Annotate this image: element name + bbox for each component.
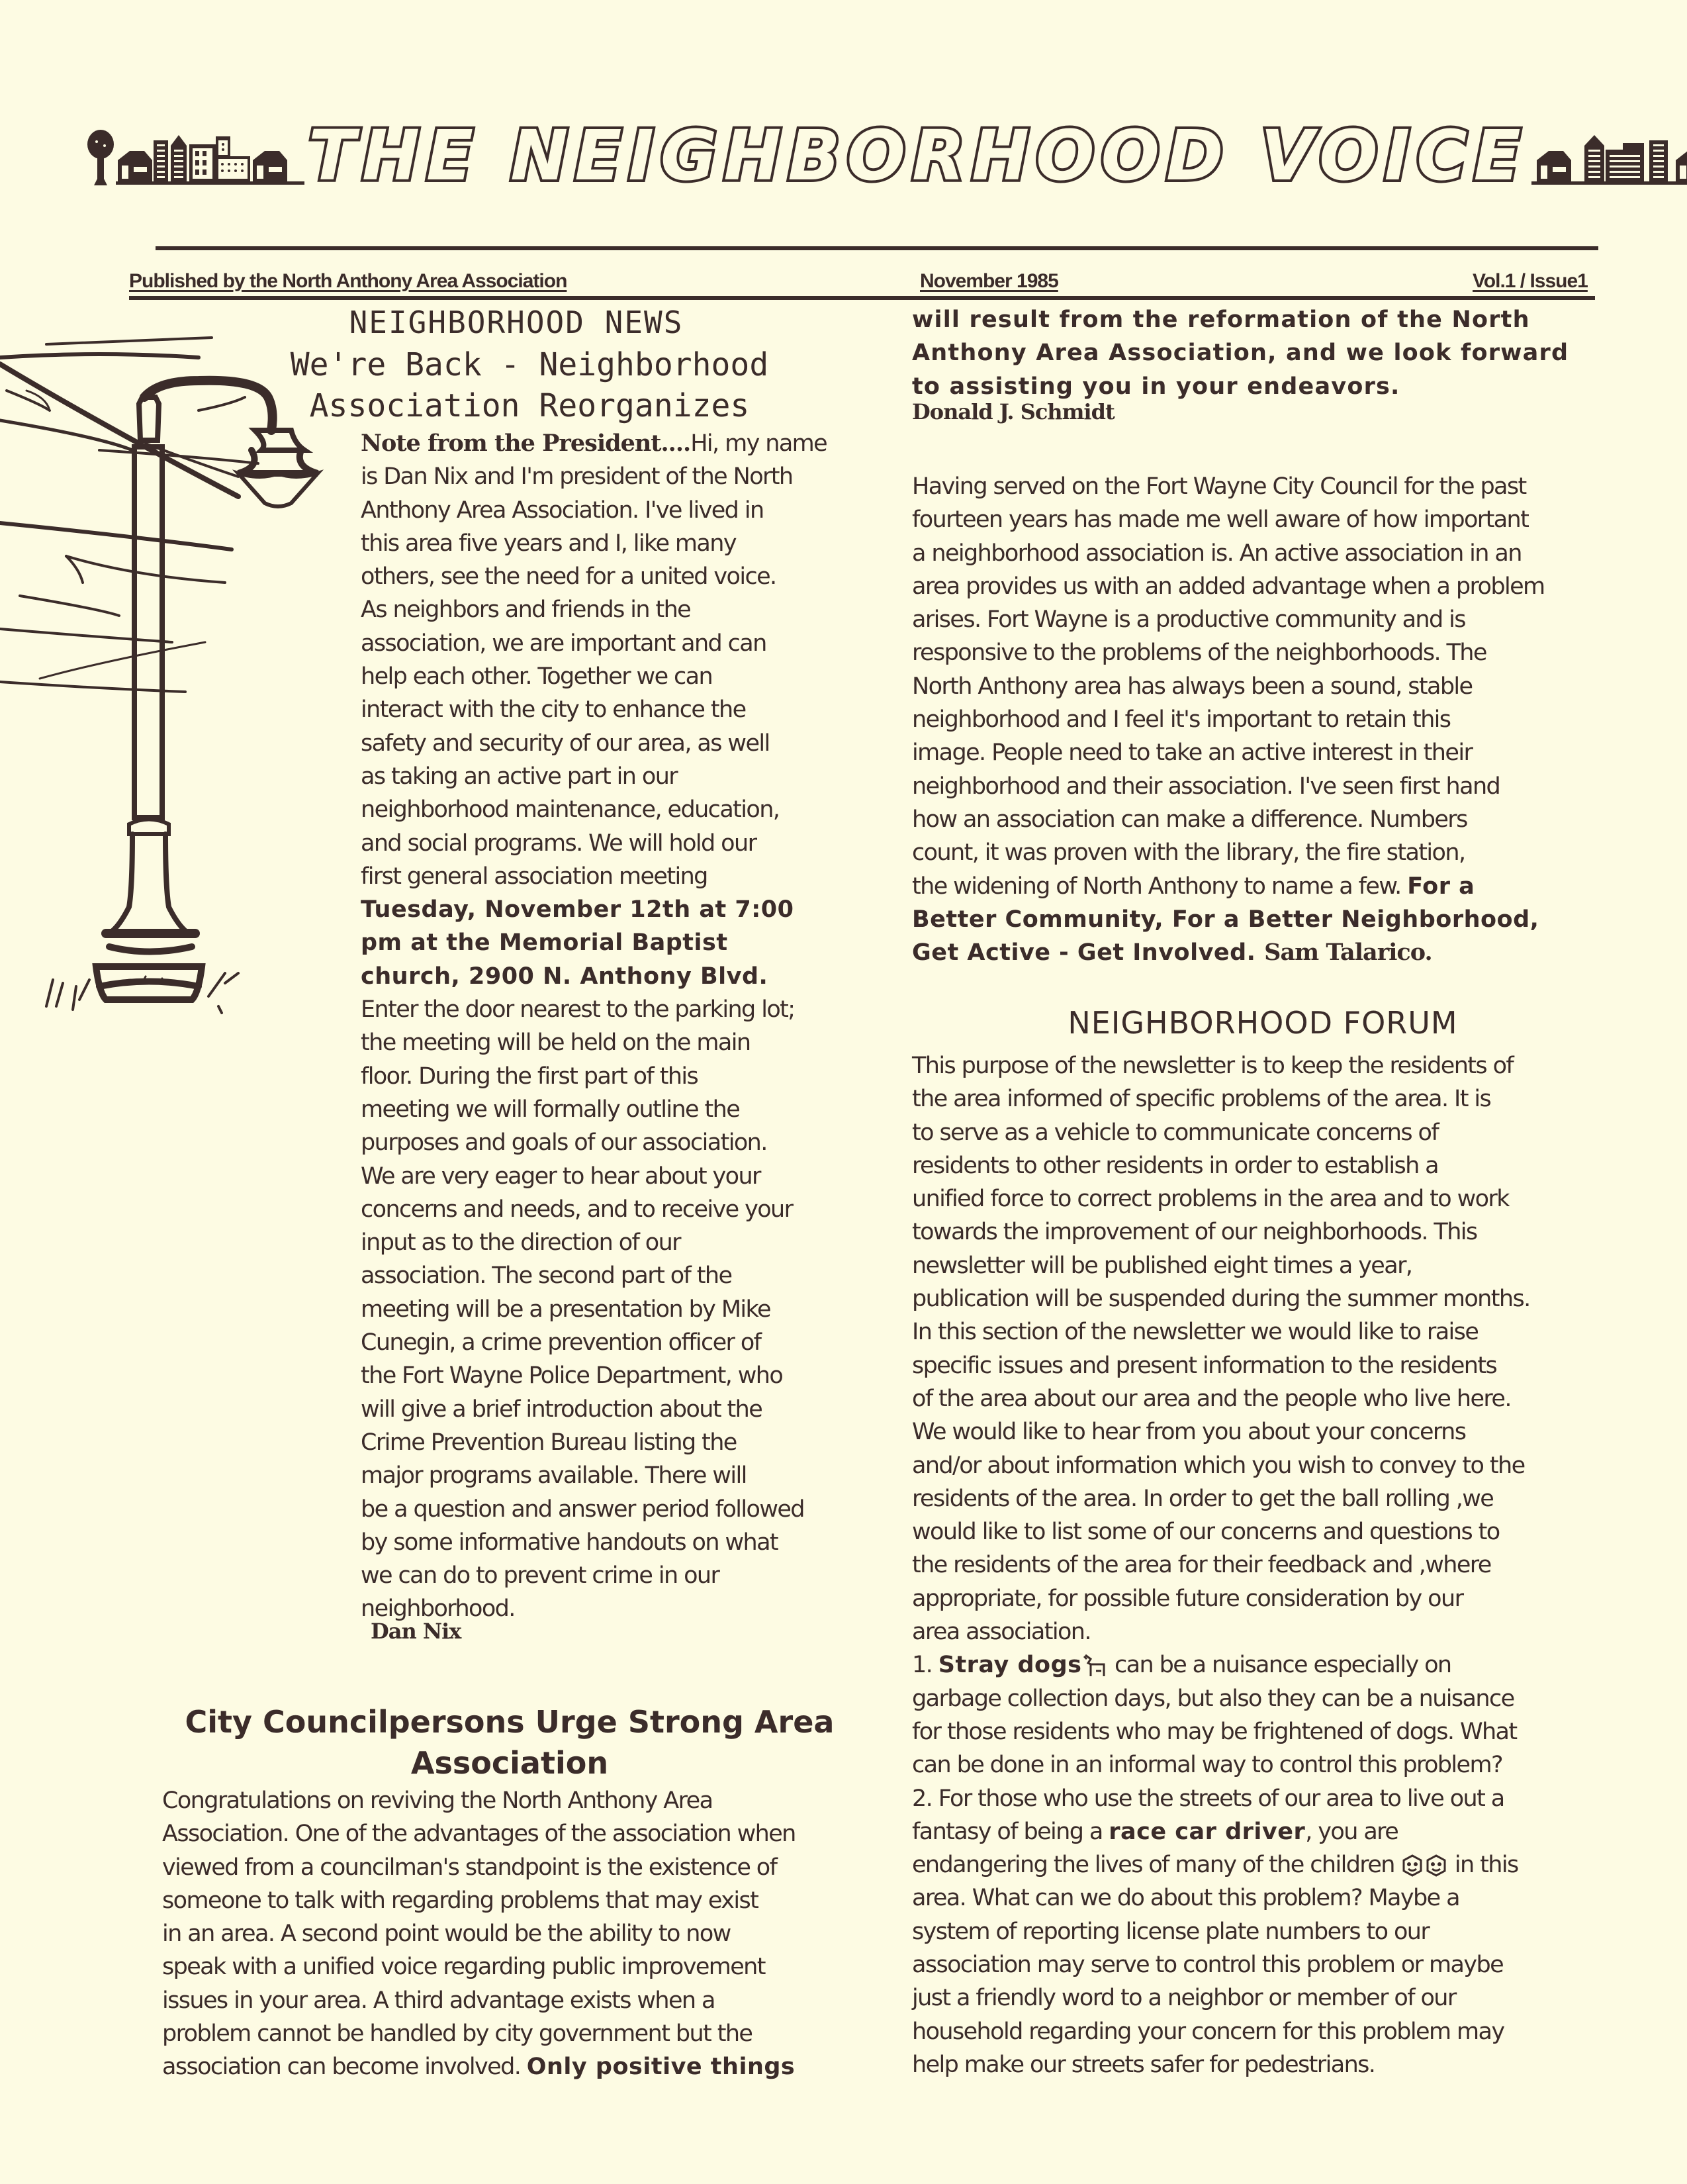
text-line: the widening of North Anthony to name a few. For a: [912, 873, 1475, 900]
text-line: North Anthony area has always been a sound, stable: [912, 673, 1473, 700]
text-line: speak with a unified voice regarding public improvement: [162, 1954, 765, 1981]
text-line: neighborhood maintenance, education,: [361, 796, 780, 824]
text-line: will give a brief introduction about the: [361, 1396, 762, 1423]
text-line: viewed from a councilman's standpoint is the existence of: [162, 1854, 777, 1881]
text-line: fourteen years has made me well aware of how important: [912, 506, 1529, 534]
newsletter-title: THE NEIGHBORHOOD VOICE: [308, 115, 1527, 196]
text-line: towards the improvement of our neighborhoods. This: [912, 1219, 1477, 1246]
text-line: publication will be suspended during the summer months.: [912, 1286, 1530, 1313]
text-line: Association. One of the advantages of the association when: [162, 1821, 796, 1848]
text-line: area association.: [912, 1619, 1091, 1646]
text-line: will result from the reformation of the North: [912, 307, 1530, 333]
signature-sam-talarico: Sam Talarico.: [1264, 939, 1432, 967]
text-line: issues in your area. A third advantage exists when a: [162, 1987, 715, 2014]
text-line: concerns and needs, and to receive your: [361, 1196, 793, 1223]
masthead: [86, 115, 1608, 196]
text-line: help each other. Together we can: [361, 663, 713, 690]
text-line: association, we are important and can: [361, 630, 766, 657]
text-line: Crime Prevention Bureau listing the: [361, 1429, 737, 1456]
text-line: neighborhood and their association. I've seen first hand: [912, 773, 1500, 800]
publisher-line: Published by the North Anthony Area Association: [129, 270, 567, 292]
text-line: the Fort Wayne Police Department, who: [361, 1362, 783, 1390]
meeting-details-line: Tuesday, November 12th at 7:00: [361, 896, 794, 924]
dog-icon: [1081, 1652, 1108, 1679]
text-line: how an association can make a difference. Numbers: [912, 806, 1467, 833]
text-line: for those residents who may be frightened of dogs. What: [912, 1718, 1517, 1745]
text-line: would like to list some of our concerns and questions to: [912, 1519, 1500, 1546]
text-line: garbage collection days, but also they can be a nuisance: [912, 1685, 1514, 1712]
meeting-details-line: church, 2900 N. Anthony Blvd.: [361, 963, 768, 990]
text-line: system of reporting license plate numbers to our: [912, 1918, 1430, 1945]
text-line: the area informed of specific problems of the area. It is: [912, 1086, 1491, 1113]
child-face-icon: [1400, 1854, 1424, 1877]
text-line: In this section of the newsletter we would like to raise: [912, 1319, 1479, 1346]
subheader-rule: [129, 296, 1595, 300]
text-line: the residents of the area for their feedback and ,where: [912, 1552, 1491, 1579]
issue-number: Vol.1 / Issue1: [1473, 270, 1588, 292]
signature-donald-schmidt: Donald J. Schmidt: [912, 399, 1115, 424]
text-line: others, see the need for a united voice.: [361, 563, 776, 591]
text-line: and/or about information which you wish to convey to the: [912, 1452, 1525, 1479]
text-line: endangering the lives of many of the children in this: [912, 1852, 1518, 1879]
text-line: We are very eager to hear about your: [361, 1163, 760, 1190]
text-line: to assisting you in your endeavors.: [912, 373, 1400, 400]
text-line: area provides us with an added advantage when a problem: [912, 573, 1545, 600]
text-line: This purpose of the newsletter is to keep the residents of: [912, 1053, 1514, 1079]
text-line: image. People need to take an active interest in their: [912, 739, 1473, 767]
text-line: floor. During the first part of this: [361, 1063, 698, 1090]
president-note: [361, 427, 864, 1626]
text-line: Anthony Area Association. I've lived in: [361, 497, 764, 524]
text-line: area. What can we do about this problem? Maybe a: [912, 1885, 1459, 1912]
text-line: the meeting will be held on the main: [361, 1029, 751, 1057]
text-line: newsletter will be published eight times a year,: [912, 1252, 1412, 1279]
text-line: fantasy of being a race car driver, you are: [912, 1818, 1398, 1845]
text-line: responsive to the problems of the neighborhoods. The: [912, 640, 1486, 667]
headline-line: Association Reorganizes: [309, 387, 750, 424]
text-line: We would like to hear from you about your concerns: [912, 1419, 1466, 1446]
text-line: by some informative handouts on what: [361, 1529, 778, 1556]
headline-line: City Councilpersons Urge Strong Area: [185, 1704, 835, 1740]
text-line: in an area. A second point would be the ability to now: [162, 1921, 731, 1948]
text-line: someone to talk with regarding problems that may exist: [162, 1887, 758, 1914]
skyline-left-icon: [86, 126, 304, 192]
text-line: is Dan Nix and I'm president of the North: [361, 463, 793, 491]
text-line: of the area about our area and the people who live here.: [912, 1385, 1511, 1412]
lamp-post-illustration-icon: [0, 331, 371, 1622]
text-line: association. The second part of the: [361, 1262, 732, 1290]
text-line: input as to the direction of our: [361, 1229, 680, 1257]
text-line: unified force to correct problems in the area and to work: [912, 1186, 1509, 1213]
text-line: meeting will be a presentation by Mike: [361, 1296, 770, 1323]
text-line: Congratulations on reviving the North Anthony Area: [162, 1787, 713, 1814]
text-line: count, it was proven with the library, the fire station,: [912, 839, 1465, 867]
text-line: a neighborhood association is. An active association in an: [912, 540, 1522, 567]
talarico-statement: [912, 470, 1614, 969]
text-line: and social programs. We will hold our: [361, 830, 756, 857]
text-line: association can become involved. Only positive things: [162, 2054, 796, 2081]
child-face-icon: [1424, 1854, 1448, 1877]
text-line: meeting we will formally outline the: [361, 1096, 740, 1123]
text-line: be a question and answer period followed: [361, 1496, 804, 1523]
section-title-neighborhood-news: NEIGHBORHOOD NEWS: [349, 305, 684, 340]
text-line: we can do to prevent crime in our: [361, 1562, 719, 1590]
text-line: association may serve to control this problem or maybe: [912, 1952, 1504, 1979]
text-line: residents of the area. In order to get the ball rolling ,we: [912, 1485, 1494, 1512]
text-line: Having served on the Fort Wayne City Council for the past: [912, 473, 1526, 500]
text-line: help make our streets safer for pedestrians.: [912, 2051, 1375, 2078]
text-line: to serve as a vehicle to communicate concerns of: [912, 1119, 1439, 1146]
text-line: neighborhood and I feel it's important to retain this: [912, 706, 1451, 734]
meeting-details-line: pm at the Memorial Baptist: [361, 929, 728, 957]
forum-body: [912, 1049, 1620, 2081]
section-title-neighborhood-forum: NEIGHBORHOOD FORUM: [1068, 1005, 1458, 1041]
text-line: Note from the President....Hi, my name: [361, 430, 827, 457]
text-line: arises. Fort Wayne is a productive community and is: [912, 606, 1465, 634]
text-line: purposes and goals of our association.: [361, 1129, 767, 1157]
slogan-line: Better Community, For a Better Neighborhood,: [912, 906, 1539, 933]
text-line: safety and security of our area, as well: [361, 730, 770, 757]
headline-were-back: [238, 344, 821, 426]
text-line: as taking an active part in our: [361, 763, 678, 790]
text-line: Cunegin, a crime prevention officer of: [361, 1329, 761, 1356]
text-line: Enter the door nearest to the parking lot;: [361, 996, 795, 1023]
text-line: appropriate, for possible future consideration by our: [912, 1585, 1463, 1612]
text-line: As neighbors and friends in the: [361, 596, 691, 624]
text-line: residents to other residents in order to establish a: [912, 1152, 1439, 1179]
text-line: household regarding your concern for this problem may: [912, 2018, 1504, 2045]
issue-date: November 1985: [920, 270, 1058, 292]
headline-line: Association: [410, 1745, 609, 1781]
text-line: can be done in an informal way to control this problem?: [912, 1752, 1502, 1779]
signature-dan-nix: Dan Nix: [371, 1619, 461, 1644]
text-line: neighborhood.: [361, 1595, 515, 1623]
headline-city-councilpersons: [159, 1701, 860, 1783]
masthead-rule: [156, 246, 1598, 250]
text-line: Anthony Area Association, and we look forward: [912, 340, 1569, 367]
president-note-lead: Note from the President....: [361, 430, 691, 457]
text-line: just a friendly word to a neighbor or member of our: [912, 1985, 1456, 2012]
text-line: first general association meeting: [361, 863, 707, 890]
council-article-continued: [912, 303, 1600, 403]
council-article-body: [162, 1784, 877, 2084]
text-line: this area five years and I, like many: [361, 530, 736, 557]
forum-item-race-car: 2. For those who use the streets of our area to live out a: [912, 1785, 1504, 1812]
skyline-right-icon: [1531, 126, 1687, 192]
text-line: specific issues and present information to the residents: [912, 1352, 1497, 1379]
text-line: problem cannot be handled by city government but the: [162, 2020, 752, 2048]
forum-item-stray-dogs: 1. Stray dogs can be a nuisance especially on: [912, 1652, 1451, 1679]
text-line: major programs available. There will: [361, 1462, 747, 1490]
text-line: interact with the city to enhance the: [361, 696, 746, 724]
slogan-line: Get Active - Get Involved. Sam Talarico.: [912, 939, 1432, 967]
headline-line: We're Back - Neighborhood: [290, 346, 769, 383]
